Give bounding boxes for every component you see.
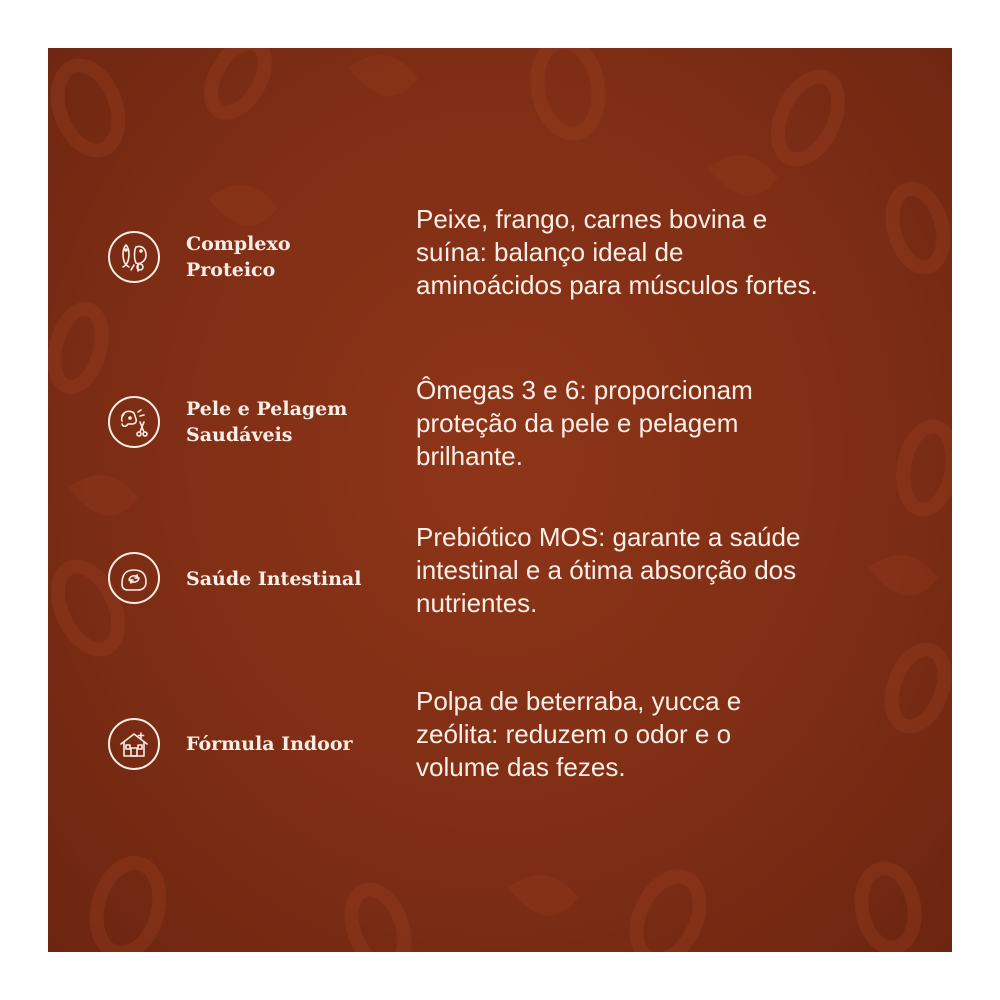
feature-row xyxy=(48,688,952,808)
feature-title xyxy=(186,396,347,448)
feature-description-line: Polpa de beterraba, yucca e xyxy=(416,686,742,716)
feature-description-line: Peixe, frango, carnes bovina e xyxy=(416,204,768,234)
intestine-icon xyxy=(108,552,160,604)
feature-description xyxy=(416,685,936,784)
feature-card xyxy=(48,48,952,952)
dog-grooming-icon xyxy=(108,396,160,448)
feature-title-line: Saudáveis xyxy=(186,424,293,446)
feature-description-line: zeólita: reduzem o odor e o xyxy=(416,719,732,749)
feature-title-line: Complexo xyxy=(186,233,291,255)
feature-description-line: nutrientes. xyxy=(416,588,538,618)
feature-description-line: Prebiótico MOS: garante a saúde xyxy=(416,522,801,552)
feature-description xyxy=(416,521,936,620)
feature-description-line: Ômegas 3 e 6: proporcionam xyxy=(416,375,753,405)
feature-description xyxy=(416,203,936,302)
feature-title xyxy=(186,231,291,283)
feature-description-line: intestinal e a ótima absorção dos xyxy=(416,555,797,585)
feature-title xyxy=(186,566,361,592)
fish-chicken-icon xyxy=(108,231,160,283)
feature-row xyxy=(48,376,952,496)
feature-title-line: Fórmula Indoor xyxy=(186,733,353,755)
feature-title-line: Pele e Pelagem xyxy=(186,398,348,420)
feature-row xyxy=(48,522,952,648)
feature-description-line: volume das fezes. xyxy=(416,752,626,782)
house-icon xyxy=(108,718,160,770)
feature-description-line: brilhante. xyxy=(416,441,523,471)
feature-title-line: Saúde Intestinal xyxy=(186,568,362,590)
feature-description-line: proteção da pele e pelagem xyxy=(416,408,739,438)
feature-title xyxy=(186,731,353,757)
feature-description xyxy=(416,374,936,473)
feature-title-line: Proteico xyxy=(186,259,276,281)
feature-description-line: suína: balanço ideal de xyxy=(416,237,684,267)
feature-description-line: aminoácidos para músculos fortes. xyxy=(416,270,818,300)
feature-row xyxy=(48,204,952,328)
background-pattern xyxy=(48,48,952,952)
